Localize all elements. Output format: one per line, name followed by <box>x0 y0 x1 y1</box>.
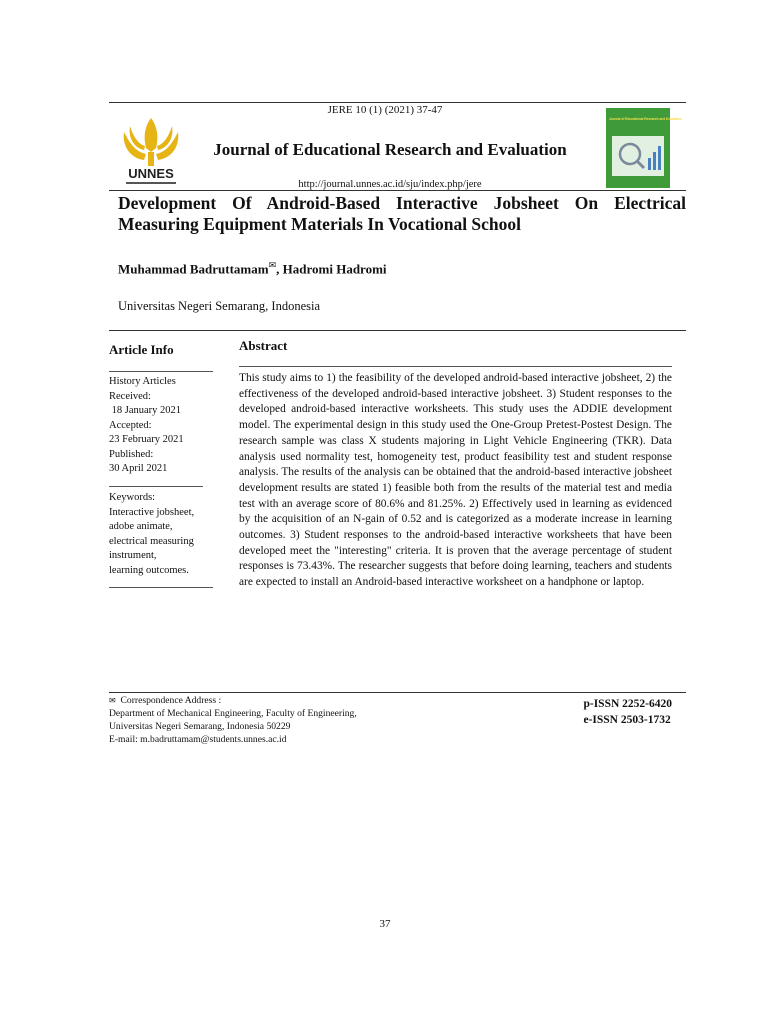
issn-block <box>583 696 672 728</box>
keywords-block <box>109 491 194 578</box>
e-issn: e-ISSN 2503-1732 <box>583 714 671 726</box>
abstract-heading: Abstract <box>239 338 288 353</box>
accepted-date: 23 February 2021 <box>109 434 184 445</box>
received-date: 18 January 2021 <box>109 405 182 416</box>
abstract-rule <box>239 366 672 367</box>
section-divider <box>109 330 686 331</box>
abstract-text: This study aims to 1) the feasibility of the developed android-based interactive jobsheet, 2) the effectiveness of the developed android-based interactive jobsheet. 3) Student responses to the developed android-based interactive worksheets. This study uses the ADDIE development model. The experimental design in this study used the One-Group Pretest-Postest Design. The research sample was class X students majoring in Light Vehicle Engineering (TKR). Data analysis used normality test, homogeneity test, product feasibility test and student response analysis. The results of the analysis can be obtained that the android-based interactive jobsheet development results are stated 1) feasible both from the results of the material test and media test with an average score of 80.6% and 81.25%. 2) Effectively used in learning as evidenced by the acquisition of an N-gain of 0.52 and is categorized as a moderate increase in learning outcomes. 3) Student responses to the android-based interactive worksheets that have been developed meet the "interesting" criteria. It is proven that the average percentage of student responses is 73.43%. The researcher suggests that before doing learning, teachers and students are expected to install an Android-based interactive worksheet on a handphone or laptop. <box>239 372 672 589</box>
journal-reference: JERE 10 (1) (2021) 37-47 <box>327 104 443 116</box>
keyword-3: electrical measuring <box>109 535 194 547</box>
author-2: , Hadromi Hadromi <box>276 261 387 277</box>
keyword-2: adobe animate, <box>109 521 173 532</box>
correspondence-email[interactable]: E-mail: m.badruttamam@students.unnes.ac.id <box>109 734 287 745</box>
keywords-label: Keywords: <box>109 492 156 503</box>
received-label: Received: <box>109 390 151 402</box>
published-date: 30 April 2021 <box>109 463 168 474</box>
paper-title: Development Of Android-Based Interactive Jobsheet On Electrical Measuring Equipment Materials In Vocational School <box>118 193 686 234</box>
author-list <box>118 260 387 277</box>
journal-cover-thumbnail <box>606 108 683 188</box>
header-bottom-rule <box>109 190 686 191</box>
keyword-1: Interactive jobsheet, <box>109 506 195 518</box>
journal-url[interactable]: http://journal.unnes.ac.id/sju/index.php/jere <box>298 179 482 190</box>
correspondence-label: Correspondence Address : <box>120 695 222 706</box>
logo-text: UNNES <box>128 166 174 181</box>
correspondence-line-1: Department of Mechanical Engineering, Faculty of Engineering, <box>109 708 357 719</box>
correspondence-block <box>109 694 357 746</box>
journal-title: Journal of Educational Research and Evaluation <box>213 140 567 159</box>
article-info-rule <box>109 371 213 372</box>
history-label: History Articles <box>109 376 176 387</box>
published-label: Published: <box>109 448 154 460</box>
cover-title: Journal of Educational Research and Evaluation <box>609 117 683 121</box>
keyword-5: learning outcomes. <box>109 564 189 576</box>
footer-rule <box>109 692 686 693</box>
correspondence-line-2: Universitas Negeri Semarang, Indonesia 50229 <box>109 721 291 732</box>
accepted-label: Accepted: <box>109 419 152 431</box>
keywords-rule <box>109 587 213 588</box>
p-issn: p-ISSN 2252-6420 <box>583 698 672 710</box>
header-top-rule <box>109 102 686 103</box>
author-1: Muhammad Badruttamam <box>118 261 269 277</box>
article-info-heading: Article Info <box>109 342 174 357</box>
article-history <box>109 375 184 477</box>
envelope-icon: ✉ <box>268 260 277 270</box>
history-rule <box>109 486 203 487</box>
envelope-icon: ✉ <box>109 696 116 705</box>
keyword-4: instrument, <box>109 550 157 561</box>
affiliation: Universitas Negeri Semarang, Indonesia <box>118 299 321 313</box>
page-number: 37 <box>379 918 391 930</box>
